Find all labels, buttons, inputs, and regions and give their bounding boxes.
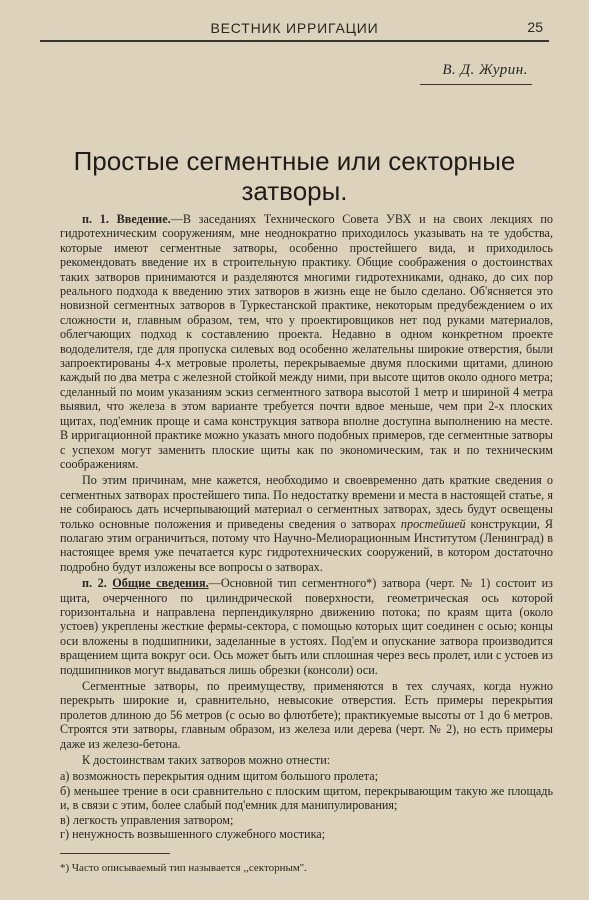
general-text: —Основной тип сегментного*) затвора (черт. № 1) состоит из щита, очерченного по цилиндрической поверхности, геометрическая ось которой горизонтальна и направлена перпендикулярно движению потока; по краям щита (около устоев) укреплены жесткие фермы-сектора, с помощью которых щит соединен с осью; концы оси вложены в подшипники, заделанные в устоях. Под'ем и опускание затвора производится вращением щита вокруг оси. Ось может быть или сплошная через весь пролет, или с устоев из подшипников могут выдаваться лишь обрезки (консоли) оси.	[60, 576, 553, 677]
paragraph-usage: Сегментные затворы, по преимуществу, применяются в тех случаях, когда нужно перекрыть широкие и, сравнительно, невысокие отверстия. Есть примеры перекрытия пролетов длиною до 56 метров (с осью во флютбете); практикуемые высоты от 1 до 6 метров. Строятся эти затворы, главным образом, из железа или дерева (черт. № 2), но есть примеры даже из железо-бетона.	[60, 679, 553, 751]
paragraph-intro	[60, 212, 553, 471]
list-item: г) ненужность возвышенного служебного мостика;	[60, 827, 326, 842]
page-number: 25	[527, 19, 543, 35]
reasons-text-emph: простейшей	[400, 516, 466, 531]
article-body	[60, 212, 553, 841]
author-block	[420, 58, 532, 85]
article-title: Простые сегментные или секторные затворы.	[73, 146, 516, 206]
paragraph-reasons	[60, 473, 553, 574]
footnote-divider	[60, 853, 170, 854]
section-2-title: Общие сведения.	[112, 576, 209, 591]
intro-text: —В заседаниях Технического Совета УВХ и на своих лекциях по гидротехническим сооружениям, мне неоднократно приходилось указывать на те удобства, которые имеют сегментные затворы, особенно простейшего вида, и приходилось рекомендовать введение их в строительную практику. Общие соображения о достоинствах таких затворов принимаются и разделяются многими гидротехниками, однако, до сих пор реального подхода к введению этих затворов в жизнь еще не было сделано. Об'ясняется это новизной сегментных затворов в Туркестанской практике, некоторым предубеждением о их сложности и, главным образом, тем, что у проектировщиков нет под руками материалов, облегчающих подход к составлению проекта. Недавно в одном конкретном проекте вододелителя, где для пропуска силевых вод особенно желательны широкие отверстия, были запроектированы 4-х метровые пролеты, перекрываемые двумя плоскими щитами, длиною каждый по два метра с железной стойкой между ними, при высоте щитов около одного метра; сделанный по моим указаниям эскиз сегментного затвора высотой 1 метр и шириной 4 метра выявил, что железа в этом варианте требуется почти вдвое меньше, чем при 2-х плоских щитах, под'емник проще и сама конструкция затвора вполне доступна выполнению на месте. В ирригационной практике можно указать много подобных примеров, где сегментные затворы с успехом могут заменить плоские щиты как по экономическим, так и по техническим соображениям.	[60, 212, 553, 471]
paragraph-general	[60, 576, 553, 677]
reasons-text-c: конструкции, Я полагаю этим ограничиться, потому что Научно-Мелиорационным Институтом (Ленинград) в настоящее время уже печатается курс гидротехнических сооружений, в котором достаточно подробно будут изложены все вопросы о затворах.	[60, 516, 553, 574]
section-2-label: п. 2.	[82, 576, 107, 591]
list-item: а) возможность перекрытия одним щитом большого пролета;	[60, 769, 379, 784]
author-name: В. Д. Журин.	[442, 62, 528, 78]
advantages-list	[60, 769, 553, 841]
footnote: *) Часто описываемый тип называется ,,секторным''.	[60, 862, 307, 874]
page-header	[40, 14, 549, 42]
advantages-intro: К достоинствам таких затворов можно отнести:	[82, 753, 331, 768]
list-item: в) легкость управления затвором;	[60, 812, 234, 827]
reasons-text-a: По этим причинам, мне кажется, необходимо и своевременно дать краткие сведения о сегментных затворах простейшего типа. По недостатку времени и места в настоящей статье, я не собираюсь дать исчерпывающий материал о сегментных затворах, здесь будут освещены только основные положения и приведены сведения о затворах	[60, 473, 553, 531]
journal-title: ВЕСТНИК ИРРИГАЦИИ	[210, 20, 379, 36]
section-1-label: п. 1. Введение.	[82, 212, 171, 226]
list-item: б) меньшее трение в оси сравнительно с плоским щитом, перекрывающим такую же площадь и, в связи с этим, более слабый под'емник для манипулирования;	[60, 783, 553, 813]
